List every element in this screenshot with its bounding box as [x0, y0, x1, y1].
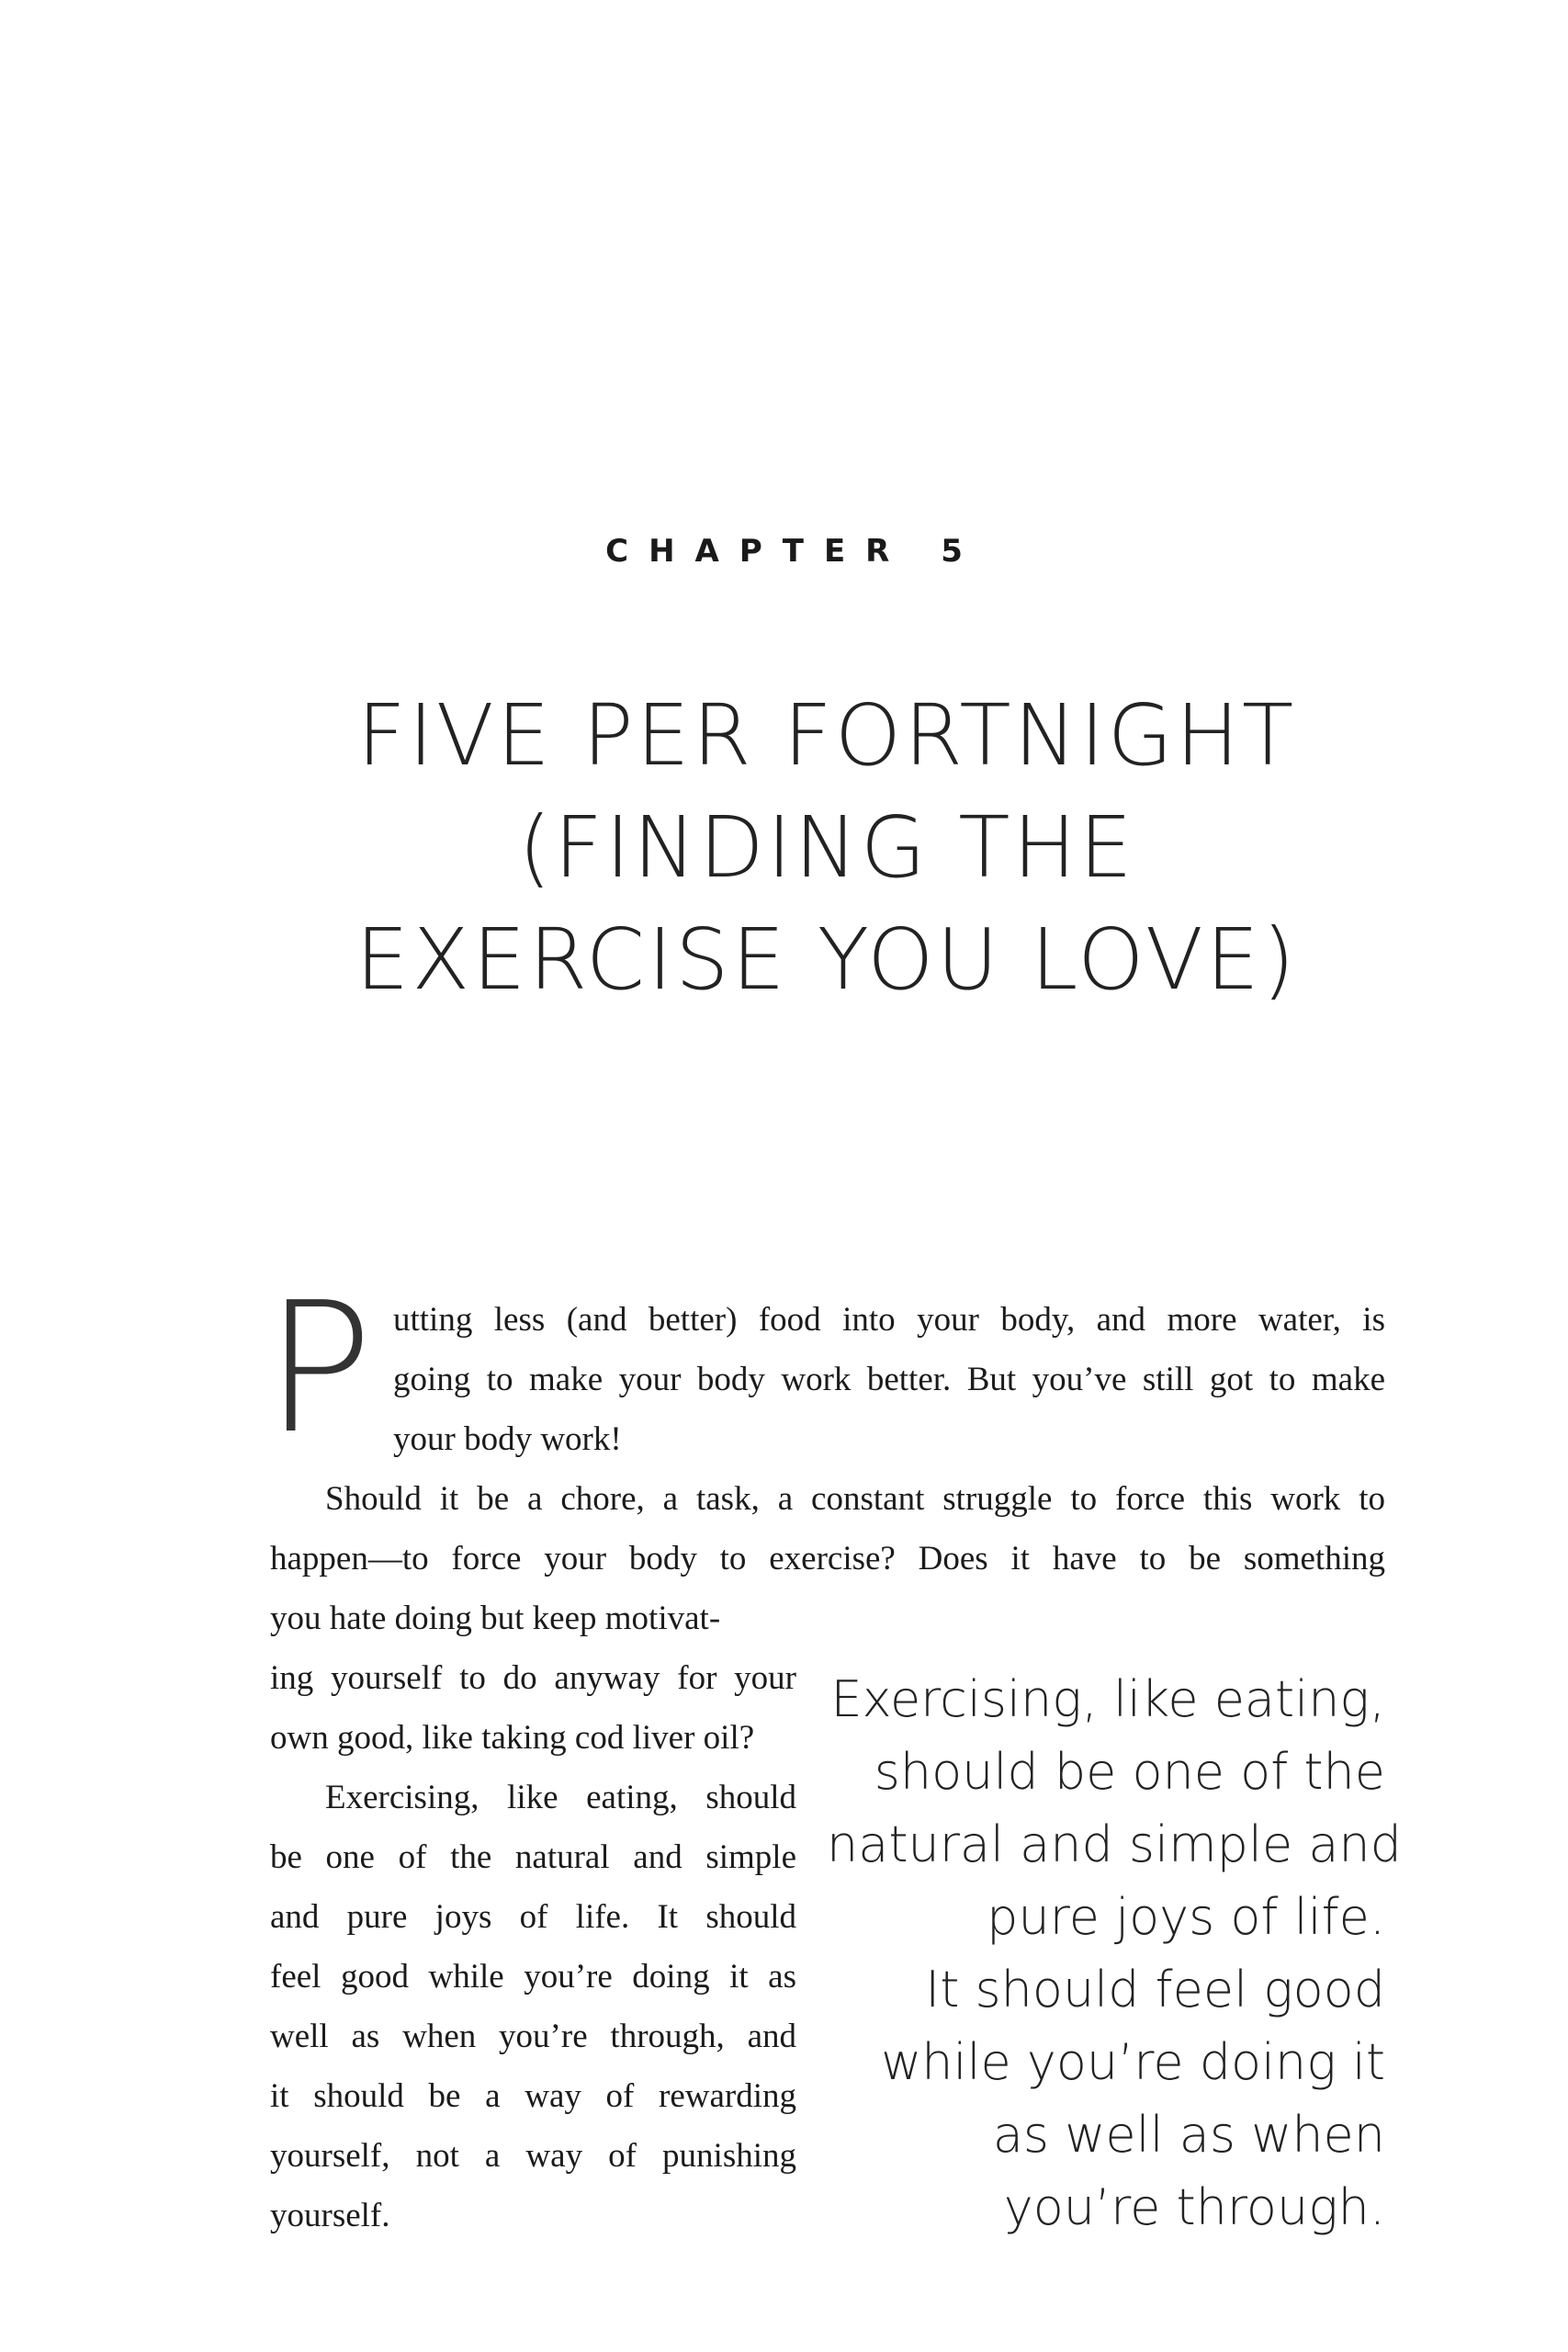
chapter-title-line: EXERCISE YOU LOVE) [355, 910, 1298, 1009]
pull-quote-line: while you’re doing it [881, 2033, 1385, 2091]
drop-cap: P [265, 1264, 374, 1474]
paragraph-2-line: ing yourself to do anyway for your [270, 1659, 796, 1697]
pull-quote-line: as well as when [992, 2106, 1385, 2164]
paragraph-2-line: own good, like taking cod liver oil? [270, 1719, 755, 1757]
paragraph-1-line: your body work! [393, 1420, 622, 1458]
paragraph-1-line: going to make your body work better. But you’ve still got to make [393, 1361, 1385, 1398]
paragraph-2-line: happen—to force your body to exercise? Does it have to be something [270, 1540, 1385, 1577]
pull-quote-line: Exercising, like eating, [830, 1670, 1385, 1728]
pull-quote-line: should be one of the [874, 1743, 1385, 1801]
pull-quote-line: pure joys of life. [987, 1888, 1385, 1946]
paragraph-3-line: and pure joys of life. It should [270, 1898, 796, 1936]
pull-quote-line: It should feel good [925, 1961, 1385, 2018]
paragraph-3-line: feel good while you’re doing it as [270, 1958, 796, 1996]
chapter-title-line: (FINDING THE [518, 798, 1135, 897]
pull-quote-line: natural and simple and [827, 1815, 1402, 1873]
paragraph-3-line: well as when you’re through, and [270, 2018, 796, 2055]
chapter-title [276, 680, 1378, 1016]
chapter-label: CHAPTER 5 [605, 533, 983, 570]
chapter-title-line: FIVE PER FORTNIGHT [356, 686, 1297, 785]
paragraph-2-line: you hate doing but keep motivat- [270, 1600, 721, 1637]
paragraph-2-line: Should it be a chore, a task, a constant struggle to force this work to [325, 1480, 1385, 1518]
paragraph-3-line: yourself. [270, 2197, 390, 2234]
paragraph-3-line: Exercising, like eating, should [325, 1779, 796, 1816]
pull-quote [827, 1663, 1402, 2244]
pull-quote-line: you’re through. [1003, 2178, 1385, 2236]
paragraph-3-line: it should be a way of rewarding [270, 2077, 796, 2115]
paragraph-1-line: utting less (and better) food into your body, and more water, is [393, 1301, 1385, 1339]
paragraph-3-line: yourself, not a way of punishing [270, 2137, 796, 2175]
paragraph-3-line: be one of the natural and simple [270, 1838, 796, 1876]
